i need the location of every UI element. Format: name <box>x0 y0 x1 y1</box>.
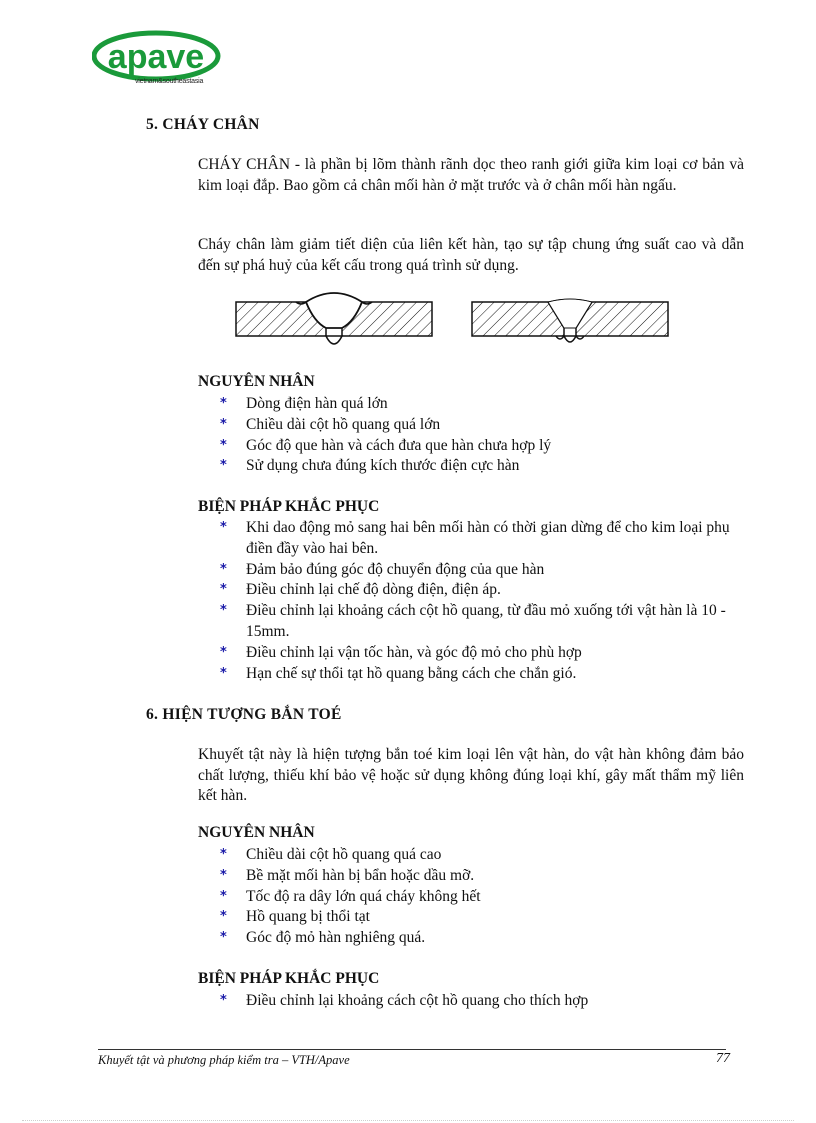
list-item: * Hồ quang bị thổi tạt <box>220 907 750 928</box>
list-item: * Tốc độ ra dây lớn quá cháy không hết <box>220 887 750 908</box>
asterisk-icon: * <box>220 644 227 660</box>
asterisk-icon: * <box>220 582 227 598</box>
asterisk-icon: * <box>220 888 227 904</box>
fix-list <box>220 518 750 684</box>
asterisk-icon: * <box>220 930 227 946</box>
subheading-causes: NGUYÊN NHÂN <box>198 824 315 841</box>
section-heading: 5. CHÁY CHÂN <box>146 116 260 133</box>
subheading-fixes: BIỆN PHÁP KHẮC PHỤC <box>198 970 380 987</box>
list-item: * Hạn chế sự thổi tạt hồ quang bằng cách che chắn gió. <box>220 664 750 685</box>
list-item: * Điều chỉnh lại chế độ dòng điện, điện áp. <box>220 580 750 601</box>
paragraph: Cháy chân làm giảm tiết diện của liên kết hàn, tạo sự tập chung ứng suất cao và dẫn đến sự phá huỷ của kết cấu trong quá trình sử dụng. <box>198 236 744 274</box>
weld-figure-left <box>236 293 432 344</box>
list-item: * Góc độ mỏ hàn nghiêng quá. <box>220 928 750 949</box>
subheading-fixes: BIỆN PHÁP KHẮC PHỤC <box>198 498 380 515</box>
asterisk-icon: * <box>220 993 227 1008</box>
cause-list <box>220 845 750 949</box>
section-heading: 6. HIỆN TƯỢNG BẮN TOÉ <box>146 706 342 723</box>
asterisk-icon: * <box>220 665 227 681</box>
logo-text: apave <box>107 38 205 76</box>
asterisk-icon: * <box>220 867 227 883</box>
weld-figure-right <box>472 299 668 342</box>
logo-subtitle: vietnam&southeastasia <box>135 78 204 85</box>
paragraph: CHÁY CHÂN - là phần bị lõm thành rãnh dọc theo ranh giới giữa kim loại cơ bản và kim loại đắp. Bao gồm cả chân mối hàn ở mặt trước và ở chân mối hàn ngấu. <box>198 156 744 194</box>
asterisk-icon: * <box>220 909 227 925</box>
fix-list <box>220 991 750 1012</box>
asterisk-icon: * <box>220 603 227 619</box>
list-item: * Chiều dài cột hồ quang quá cao <box>220 845 750 866</box>
cause-list <box>220 394 750 477</box>
list-item: * Dòng điện hàn quá lớn <box>220 394 750 415</box>
paragraph: Khuyết tật này là hiện tượng bắn toé kim loại lên vật hàn, do vật hàn không đảm bảo chất lượng, thiếu khí bảo vệ hoặc sử dụng không đúng loại khí, gây mất thẩm mỹ liên kết hàn. <box>198 746 744 804</box>
asterisk-icon: * <box>220 847 227 862</box>
subheading-causes: NGUYÊN NHÂN <box>198 373 315 390</box>
undercut-diagram <box>234 292 674 356</box>
list-item: * Khi dao động mỏ sang hai bên mối hàn có thời gian dừng để cho kim loại phụ điền đầy vào hai bên. <box>220 519 730 557</box>
asterisk-icon: * <box>220 561 227 577</box>
list-item: * Điều chỉnh lại khoảng cách cột hồ quang, từ đầu mỏ xuống tới vật hàn là 10 - 15mm. <box>220 602 726 640</box>
asterisk-icon: * <box>220 437 227 453</box>
page-edge <box>22 1120 794 1121</box>
list-item: * Bề mặt mối hàn bị bẩn hoặc dầu mỡ. <box>220 866 750 887</box>
list-item: * Góc độ que hàn và cách đưa que hàn chưa hợp lý <box>220 436 750 457</box>
list-item: * Chiều dài cột hồ quang quá lớn <box>220 415 750 436</box>
list-item: * Đảm bảo đúng góc độ chuyển động của que hàn <box>220 560 750 581</box>
list-item: * Điều chỉnh lại khoảng cách cột hồ quang cho thích hợp <box>220 991 750 1012</box>
asterisk-icon: * <box>220 396 227 411</box>
footer-text: Khuyết tật và phương pháp kiểm tra – VTH/Apave <box>98 1053 350 1067</box>
list-item: * Sử dụng chưa đúng kích thước điện cực hàn <box>220 456 750 477</box>
asterisk-icon: * <box>220 520 227 535</box>
footer-rule <box>98 1049 726 1050</box>
asterisk-icon: * <box>220 416 227 432</box>
asterisk-icon: * <box>220 458 227 474</box>
page-number: 77 <box>716 1051 730 1066</box>
list-item: * Điều chỉnh lại vận tốc hàn, và góc độ mỏ cho phù hợp <box>220 643 750 664</box>
